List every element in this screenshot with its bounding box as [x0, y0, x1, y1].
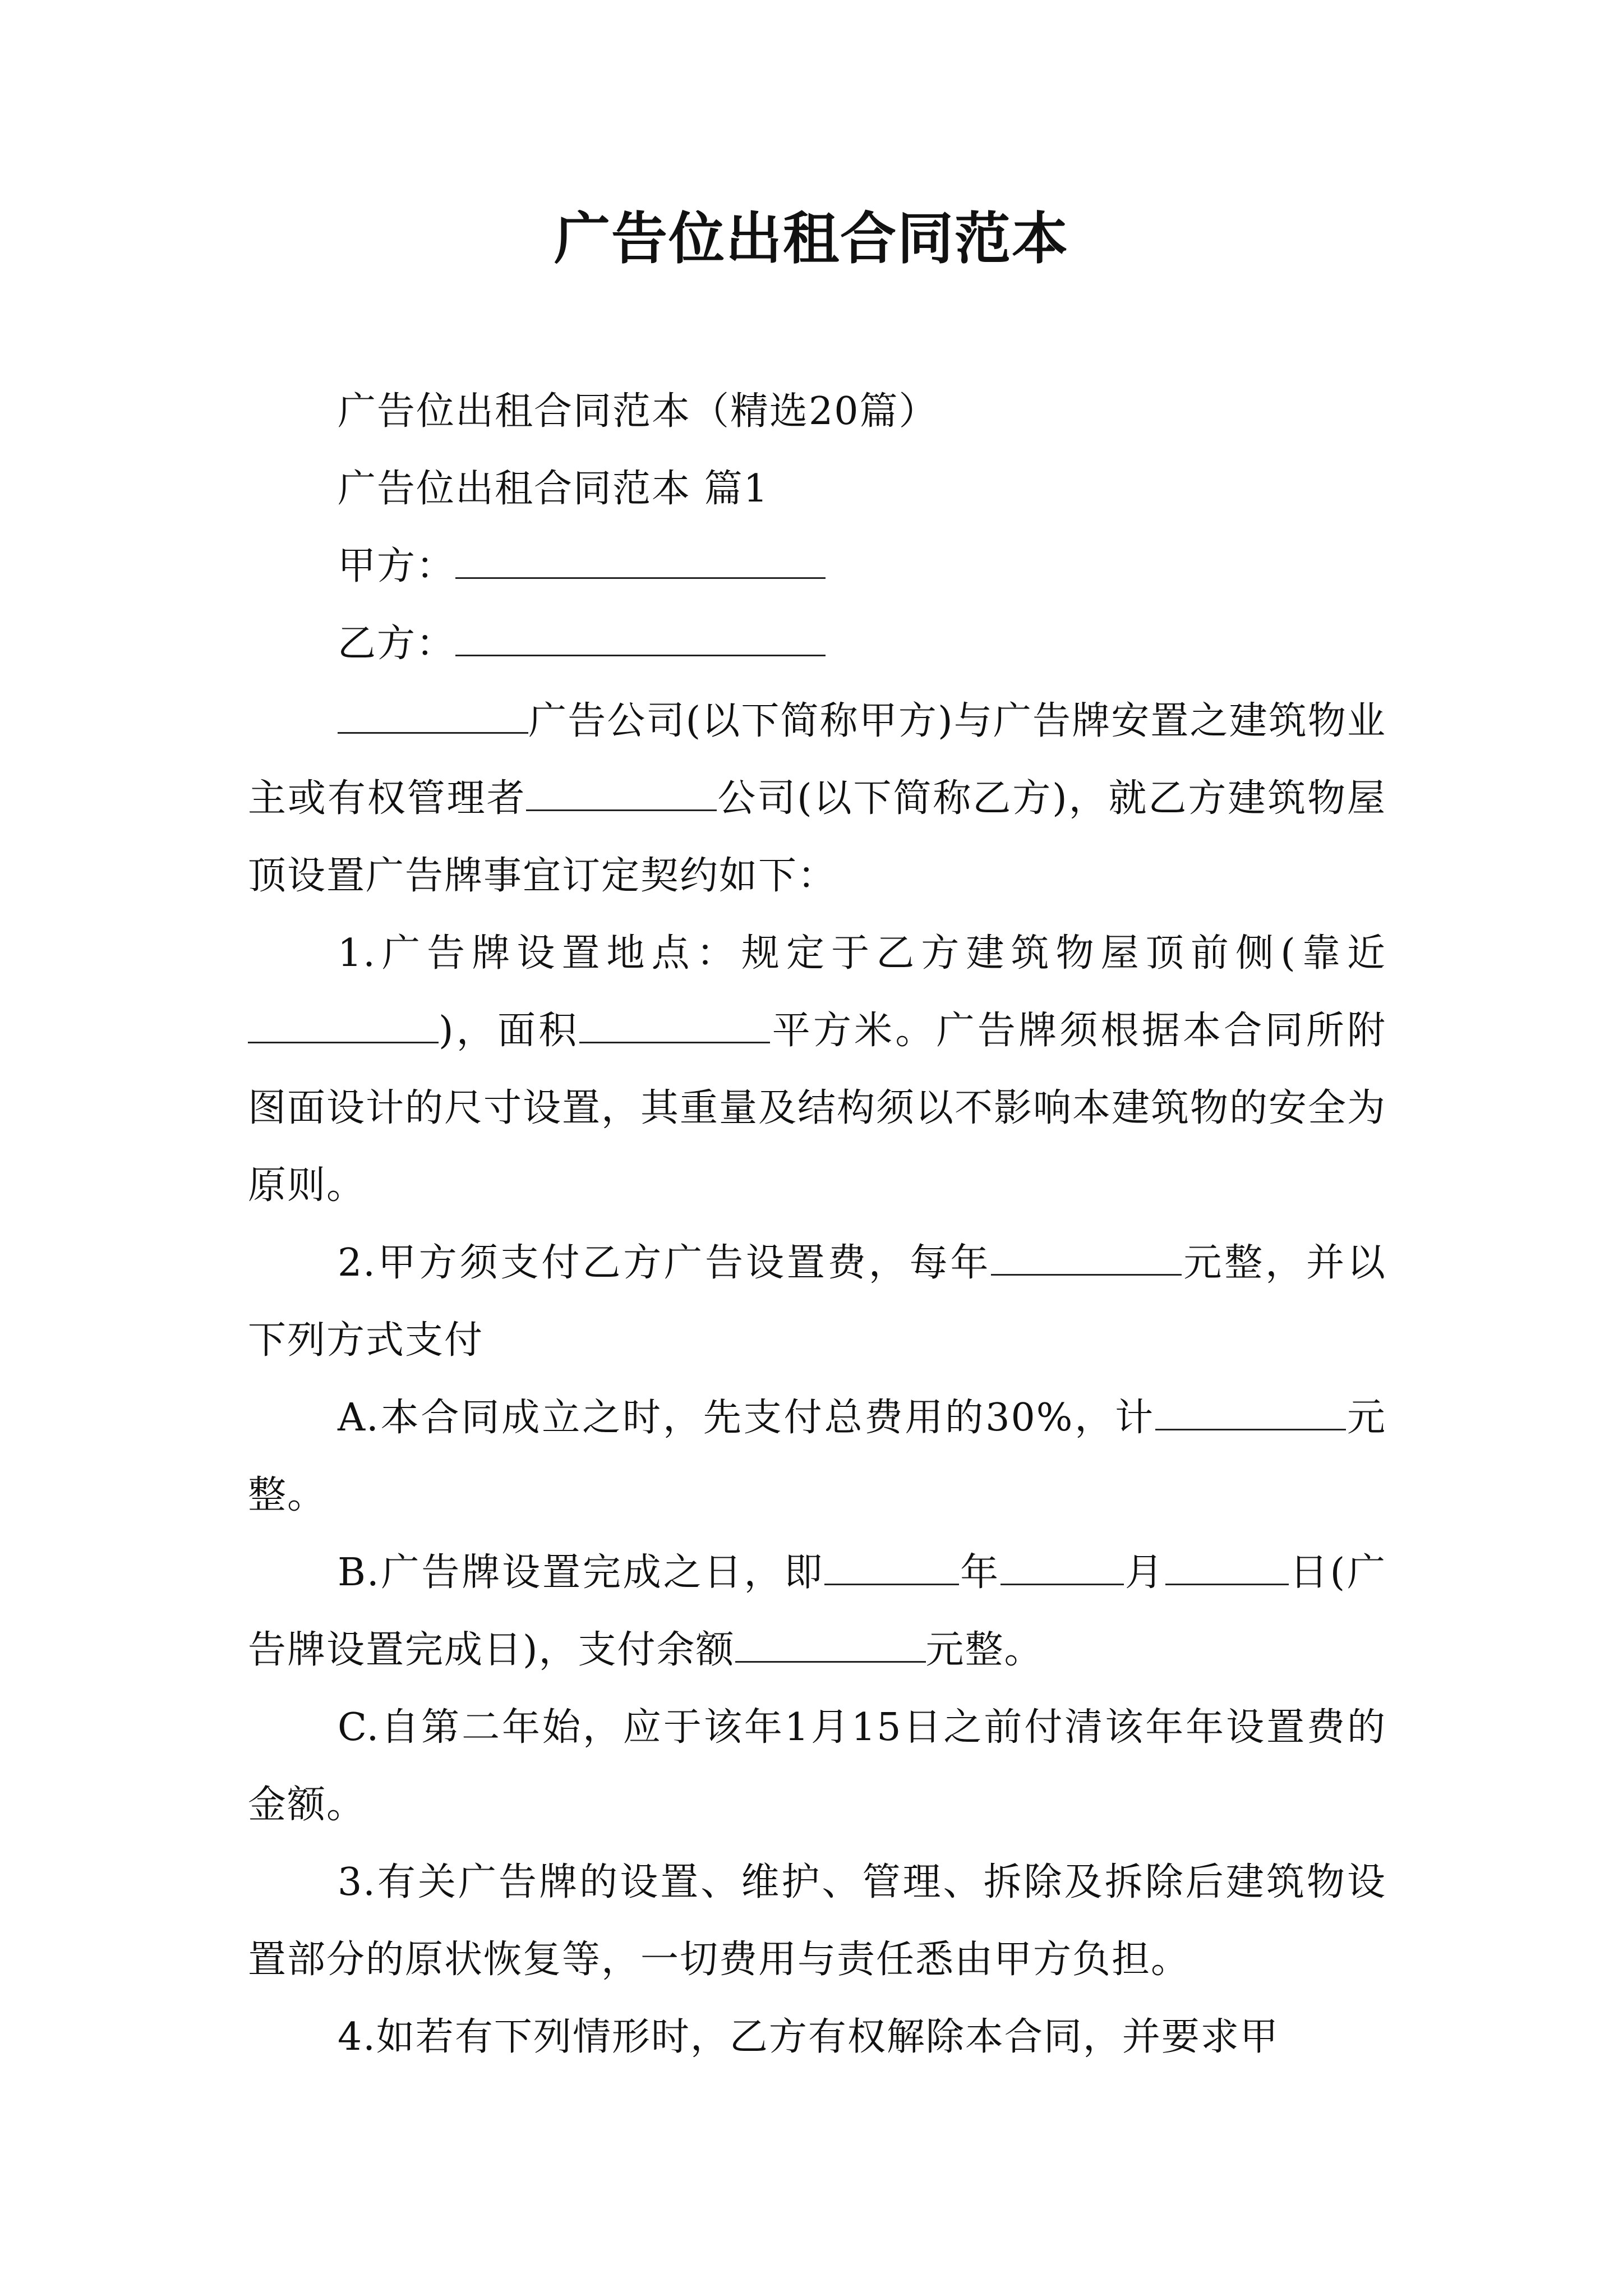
balance-blank	[735, 1626, 926, 1663]
clause-b-text-2: 年	[959, 1550, 1001, 1595]
clause-b	[248, 1534, 1386, 1689]
company-a-blank	[338, 697, 528, 734]
clause-a-text-2: 元整。	[248, 1396, 1386, 1517]
document-body	[248, 373, 1386, 2076]
clause-c	[248, 1689, 1386, 1844]
clause-3	[248, 1844, 1386, 1999]
annual-fee-blank	[991, 1239, 1182, 1276]
section-heading	[248, 450, 1386, 528]
party-b-label: 乙方：	[338, 622, 456, 666]
clause-b-text-5: 元整。	[925, 1628, 1044, 1672]
clause-2-text-1: 2.甲方须支付乙方广告设置费，每年	[338, 1241, 992, 1285]
subtitle	[248, 373, 1386, 450]
intro-paragraph	[248, 683, 1386, 915]
party-b-blank	[455, 620, 826, 656]
subtitle-text: 广告位出租合同范本（精选20篇）	[338, 389, 938, 434]
intro-text-1: 广告公司(以下简称甲方)与广告牌安置之建筑物业主或有权管理者	[248, 699, 1386, 821]
clause-1-text-2: )，面积	[439, 1009, 580, 1053]
clause-4-text: 4.如若有下列情形时，乙方有权解除本合同，并要求甲	[338, 2015, 1279, 2059]
clause-b-text-4: 日(广告牌设置完成日)，支付余额	[248, 1550, 1386, 1672]
intro-text-2: 公司(以下简称乙方)，就乙方建筑物屋顶设置广告牌事宜订定契约如下：	[248, 776, 1386, 898]
clause-3-text: 3.有关广告牌的设置、维护、管理、拆除及拆除后建筑物设置部分的原状恢复等，一切费用与责任悉由甲方负担。	[248, 1860, 1386, 1982]
deposit-blank	[1155, 1394, 1346, 1430]
clause-b-text-3: 月	[1124, 1550, 1165, 1595]
clause-a-text-1: A.本合同成立之时，先支付总费用的30%，计	[338, 1396, 1156, 1440]
clause-b-text-1: B.广告牌设置完成之日，即	[338, 1550, 825, 1595]
month-blank	[1000, 1549, 1124, 1585]
party-a-label: 甲方：	[338, 544, 456, 588]
clause-1-text-1: 1.广告牌设置地点：规定于乙方建筑物屋顶前侧(靠近	[338, 931, 1386, 976]
party-a-blank	[455, 542, 826, 579]
clause-4	[248, 1999, 1386, 2076]
clause-c-text: C.自第二年始，应于该年1月15日之前付清该年年设置费的金额。	[248, 1705, 1386, 1827]
company-b-blank	[526, 775, 717, 811]
clause-1	[248, 915, 1386, 1225]
document-title: 广告位出租合同范本	[554, 205, 1069, 272]
clause-1-text-3: 平方米。广告牌须根据本合同所附图面设计的尺寸设置，其重量及结构须以不影响本建筑物的安全为原则。	[248, 1009, 1387, 1208]
section-heading-text: 广告位出租合同范本 篇1	[338, 467, 769, 511]
location-blank	[248, 1007, 439, 1043]
party-a-line	[248, 528, 1386, 605]
clause-2	[248, 1225, 1386, 1379]
area-blank	[579, 1007, 770, 1043]
day-blank	[1165, 1549, 1289, 1585]
party-b-line	[248, 605, 1386, 683]
year-blank	[824, 1549, 959, 1585]
clause-2-text-2: 元整，并以下列方式支付	[248, 1241, 1386, 1363]
clause-a	[248, 1379, 1386, 1534]
